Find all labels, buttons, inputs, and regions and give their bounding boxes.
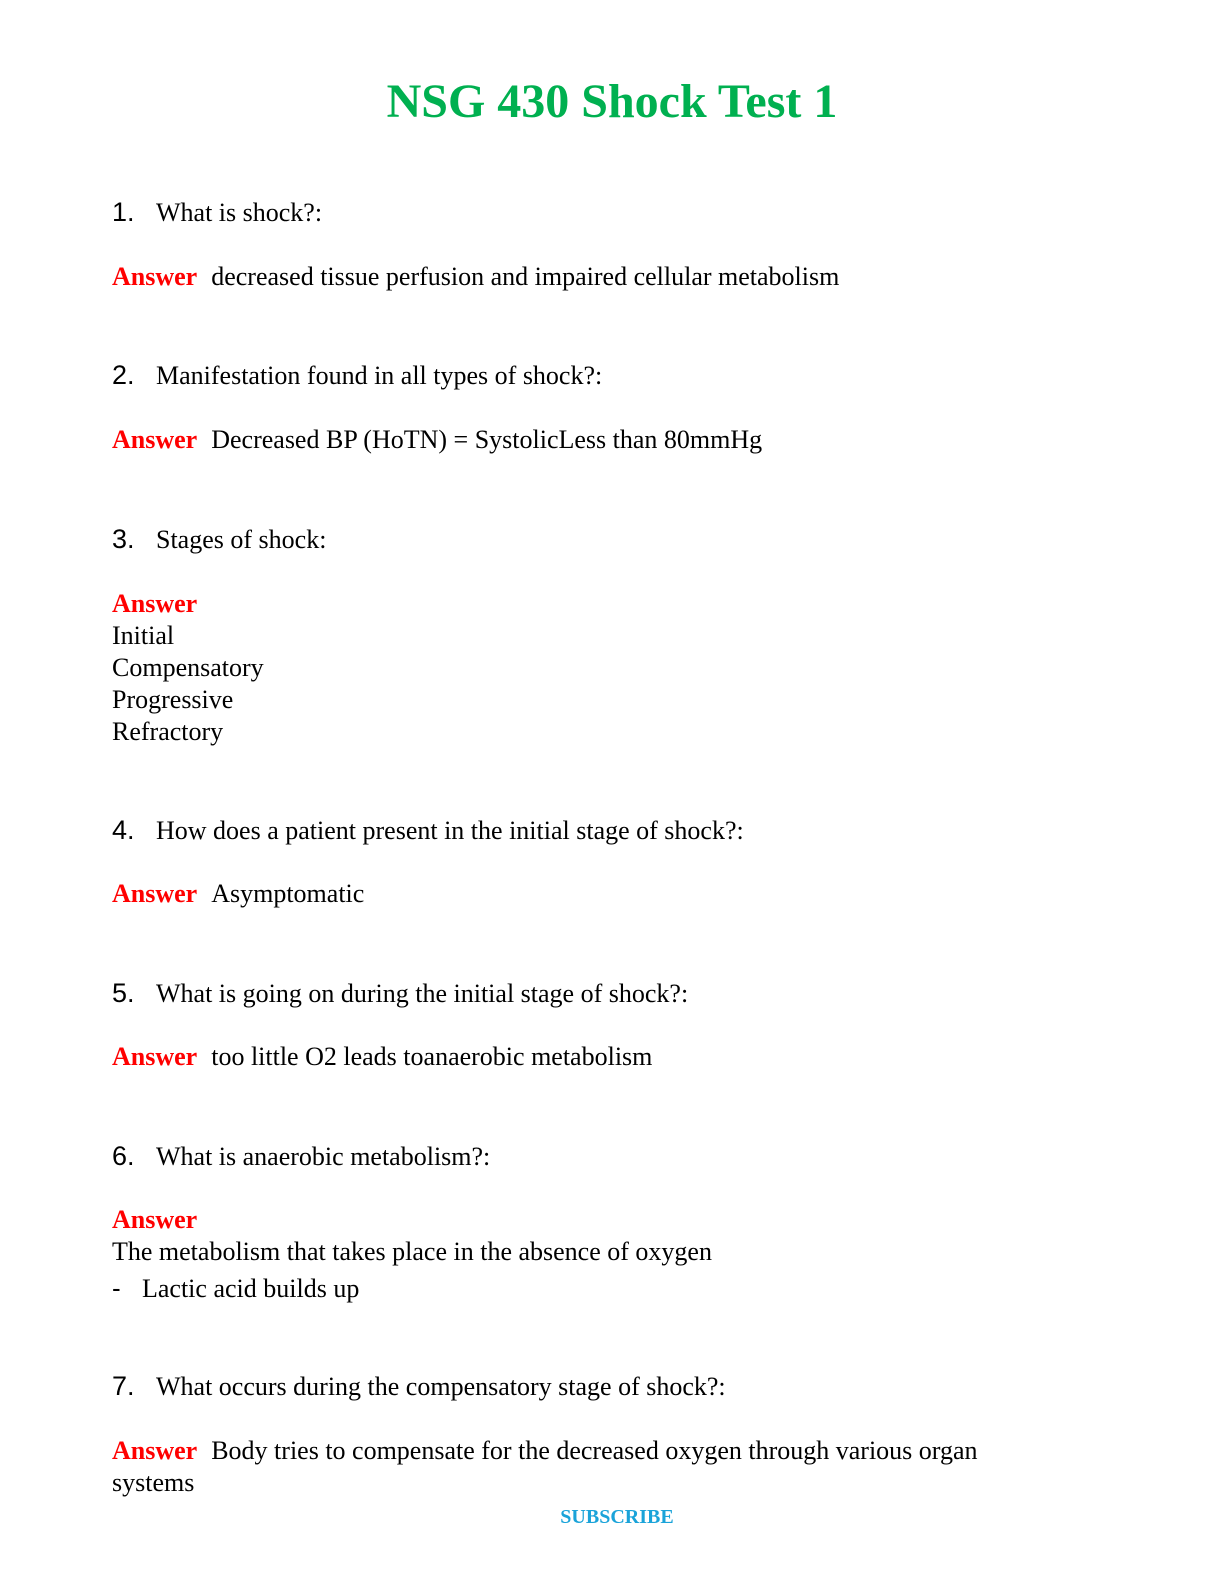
answer-label: Answer (112, 1205, 198, 1234)
answer-label: Answer (112, 1436, 198, 1465)
answer-label: Answer (112, 589, 198, 618)
question-text: Stages of shock: (156, 525, 327, 554)
answer-2 (112, 424, 1072, 456)
answer-label: Answer (112, 425, 198, 454)
question-number: 6. (112, 1141, 135, 1171)
question-number: 7. (112, 1371, 135, 1401)
answer-text: Body tries to compensate for the decreased oxygen through various organ (211, 1436, 978, 1465)
question-1 (112, 196, 322, 229)
question-5 (112, 977, 688, 1010)
question-text: What is shock?: (156, 198, 323, 227)
answer-line: Refractory (112, 717, 224, 746)
question-text: How does a patient present in the initial stage of shock?: (156, 816, 744, 845)
answer-line: Progressive (112, 685, 234, 714)
question-4 (112, 814, 744, 847)
answer-4 (112, 878, 1072, 910)
bullet-mark: - (112, 1273, 121, 1303)
question-6 (112, 1140, 490, 1173)
answer-6 (112, 1204, 1072, 1305)
answer-label: Answer (112, 262, 198, 291)
answer-text: Decreased BP (HoTN) = SystolicLess than 80mmHg (211, 425, 763, 454)
question-text: What occurs during the compensatory stage of shock?: (156, 1372, 726, 1401)
answer-line: Initial (112, 621, 175, 650)
answer-label: Answer (112, 879, 198, 908)
answer-text: Asymptomatic (211, 879, 365, 908)
bullet-text: Lactic acid builds up (142, 1274, 360, 1303)
question-number: 4. (112, 815, 135, 845)
answer-3 (112, 588, 1072, 748)
answer-5 (112, 1041, 1072, 1073)
answer-continuation: systems (112, 1468, 195, 1497)
question-text: What is anaerobic metabolism?: (156, 1142, 491, 1171)
answer-line: Compensatory (112, 653, 264, 682)
question-2 (112, 359, 602, 392)
question-number: 3. (112, 524, 135, 554)
question-number: 5. (112, 978, 135, 1008)
question-3 (112, 523, 326, 556)
answer-1 (112, 261, 1072, 293)
question-number: 2. (112, 360, 135, 390)
subscribe-link[interactable]: SUBSCRIBE (560, 1506, 674, 1528)
answer-text: too little O2 leads toanaerobic metabolism (211, 1042, 653, 1071)
answer-line: The metabolism that takes place in the absence of oxygen (112, 1237, 712, 1266)
page-title: NSG 430 Shock Test 1 (386, 75, 838, 128)
question-7 (112, 1370, 726, 1403)
answer-text: decreased tissue perfusion and impaired cellular metabolism (211, 262, 840, 291)
answer-label: Answer (112, 1042, 198, 1071)
question-text: What is going on during the initial stage of shock?: (156, 979, 689, 1008)
question-text: Manifestation found in all types of shock?: (156, 361, 603, 390)
question-number: 1. (112, 197, 135, 227)
bullet-item (112, 1272, 1072, 1305)
answer-7 (112, 1435, 1072, 1499)
